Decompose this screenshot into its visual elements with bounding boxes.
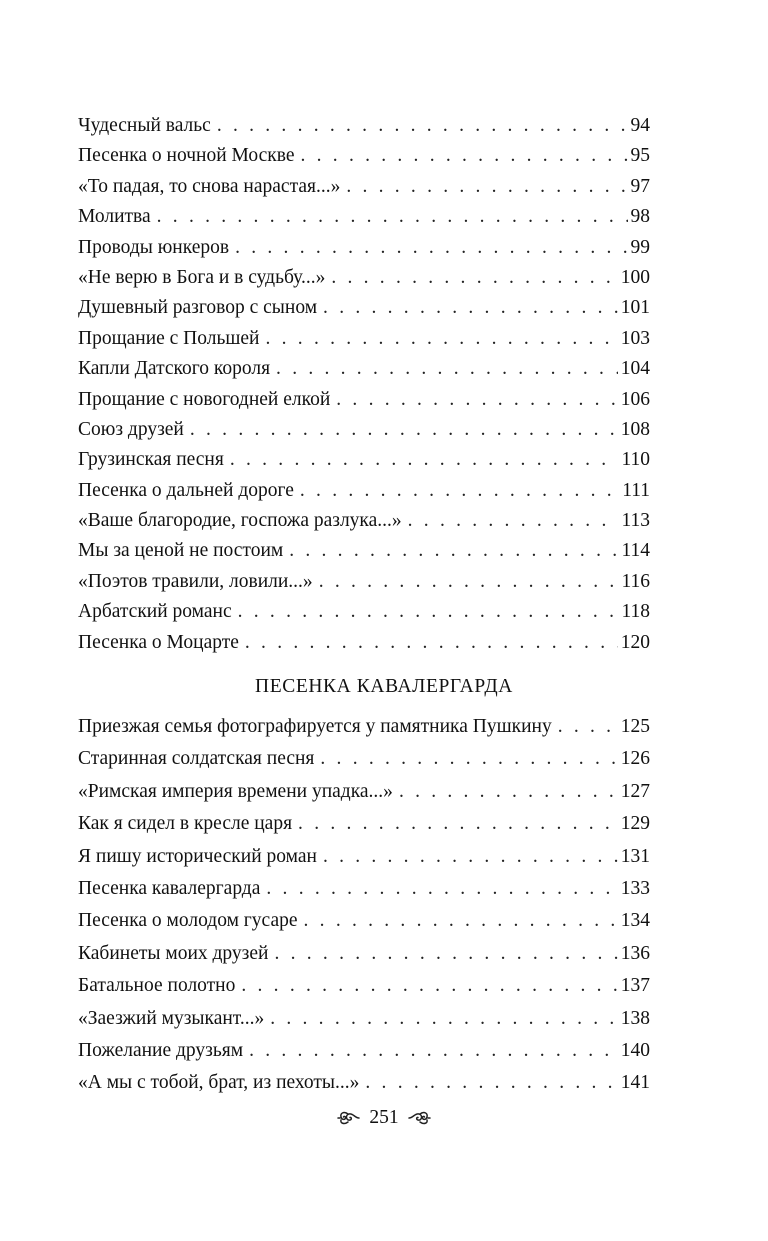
dot-leader xyxy=(300,476,619,506)
toc-entry-page: 141 xyxy=(620,1072,650,1094)
dot-leader xyxy=(298,808,618,840)
toc-entry xyxy=(78,141,650,171)
toc-entry xyxy=(78,970,650,1002)
toc-entry-title: Песенка о дальней дороге xyxy=(78,479,294,501)
dot-leader xyxy=(336,385,617,415)
flourish-left-icon xyxy=(337,1109,361,1127)
toc-entry-title: Как я сидел в кресле царя xyxy=(78,813,293,835)
toc-entry-page: 136 xyxy=(620,942,650,964)
toc-entry xyxy=(78,202,650,232)
dot-leader xyxy=(241,970,617,1002)
toc-entry-title: Молитва xyxy=(78,206,151,228)
toc-entry xyxy=(78,905,650,937)
dot-leader xyxy=(399,776,618,808)
toc-entry-page: 108 xyxy=(620,418,650,440)
toc-entry-page: 116 xyxy=(621,570,650,592)
toc-entry-title: Чудесный вальс xyxy=(78,115,211,136)
toc-entry xyxy=(78,536,650,566)
dot-leader xyxy=(301,141,628,171)
toc-entry-title: Я пишу исторический роман xyxy=(78,845,317,867)
toc-entry-title: Песенка о молодом гусаре xyxy=(78,910,298,932)
dot-leader xyxy=(235,233,627,263)
dot-leader xyxy=(249,1035,618,1067)
toc-entry-title: Приезжая семья фотографируется у памятника Пушкину xyxy=(78,716,552,737)
toc-entry-title: «Заезжий музыкант...» xyxy=(78,1007,265,1029)
dot-leader xyxy=(289,536,618,566)
toc-entry-title: «Римская империя времени упадка...» xyxy=(78,780,393,802)
toc-entry-page: 103 xyxy=(620,327,650,349)
toc-entry-title: «То падая, то снова нарастая...» xyxy=(78,175,341,197)
toc-entry-page: 94 xyxy=(630,115,650,136)
toc-entry-page: 113 xyxy=(621,510,650,532)
toc-entry xyxy=(78,445,650,475)
toc-entry xyxy=(78,354,650,384)
dot-leader xyxy=(320,743,617,775)
dot-leader xyxy=(276,354,618,384)
toc-entry xyxy=(78,1035,650,1067)
table-of-contents-part-1 xyxy=(78,111,650,658)
dot-leader xyxy=(245,628,618,658)
toc-entry-page: 120 xyxy=(620,631,650,653)
toc-entry-page: 133 xyxy=(620,877,650,899)
toc-entry-page: 114 xyxy=(621,540,650,562)
dot-leader xyxy=(319,567,619,597)
toc-entry-title: Арбатский романс xyxy=(78,601,232,623)
toc-entry-title: Кабинеты моих друзей xyxy=(78,942,269,964)
toc-entry-page: 137 xyxy=(620,975,650,997)
toc-entry-title: Проводы юнкеров xyxy=(78,236,230,258)
toc-entry-page: 140 xyxy=(620,1039,650,1061)
flourish-right-icon xyxy=(407,1109,431,1127)
toc-entry-title: Песенка о Моцарте xyxy=(78,631,239,653)
toc-entry-page: 98 xyxy=(630,206,650,228)
toc-entry-page: 111 xyxy=(622,479,650,501)
toc-entry xyxy=(78,808,650,840)
dot-leader xyxy=(274,938,617,970)
toc-entry-title: «Поэтов травили, ловили...» xyxy=(78,570,313,592)
dot-leader xyxy=(323,841,618,873)
toc-entry-title: «А мы с тобой, брат, из пехоты...» xyxy=(78,1072,360,1094)
dot-leader xyxy=(558,711,618,743)
toc-entry-page: 126 xyxy=(620,748,650,770)
toc-entry-title: Прощание с Польшей xyxy=(78,327,260,349)
toc-entry xyxy=(78,324,650,354)
dot-leader xyxy=(217,111,628,141)
toc-entry-page: 101 xyxy=(620,297,650,319)
dot-leader xyxy=(304,905,618,937)
dot-leader xyxy=(408,506,619,536)
toc-entry xyxy=(78,567,650,597)
dot-leader xyxy=(266,873,617,905)
toc-entry-page: 138 xyxy=(620,1007,650,1029)
dot-leader xyxy=(230,445,619,475)
dot-leader xyxy=(346,172,627,202)
toc-entry-title: Душевный разговор с сыном xyxy=(78,297,318,319)
toc-entry-page: 104 xyxy=(620,358,650,380)
toc-entry xyxy=(78,1067,650,1099)
toc-entry-title: Капли Датского короля xyxy=(78,358,271,380)
toc-entry-page: 110 xyxy=(621,449,650,471)
toc-entry-title: Союз друзей xyxy=(78,418,184,440)
dot-leader xyxy=(365,1067,617,1099)
toc-entry-page: 95 xyxy=(630,145,650,167)
toc-entry-title: «Не верю в Бога и в судьбу...» xyxy=(78,266,326,288)
toc-entry-page: 129 xyxy=(620,813,650,835)
toc-entry-page: 99 xyxy=(630,236,650,258)
toc-entry-title: Батальное полотно xyxy=(78,975,236,997)
toc-entry xyxy=(78,415,650,445)
dot-leader xyxy=(157,202,628,232)
toc-entry-title: Старинная солдатская песня xyxy=(78,748,315,770)
toc-entry xyxy=(78,111,650,141)
toc-entry xyxy=(78,506,650,536)
toc-entry xyxy=(78,938,650,970)
toc-entry-page: 131 xyxy=(620,845,650,867)
toc-entry xyxy=(78,1003,650,1035)
toc-entry xyxy=(78,385,650,415)
page-number: 251 xyxy=(369,1107,399,1128)
toc-entry xyxy=(78,873,650,905)
toc-entry xyxy=(78,233,650,263)
toc-entry-page: 127 xyxy=(620,780,650,802)
toc-entry xyxy=(78,841,650,873)
dot-leader xyxy=(331,263,617,293)
toc-entry-title: Прощание с новогодней елкой xyxy=(78,388,331,410)
toc-entry-title: Песенка кавалергарда xyxy=(78,877,261,899)
toc-entry xyxy=(78,776,650,808)
section-heading: ПЕСЕНКА КАВАЛЕРГАРДА xyxy=(255,676,513,697)
toc-entry xyxy=(78,263,650,293)
toc-entry-title: Грузинская песня xyxy=(78,449,224,471)
toc-entry-page: 118 xyxy=(621,601,650,623)
toc-entry xyxy=(78,743,650,775)
toc-entry-page: 125 xyxy=(620,716,650,737)
dot-leader xyxy=(190,415,618,445)
toc-entry xyxy=(78,711,650,743)
dot-leader xyxy=(266,324,618,354)
table-of-contents-part-2 xyxy=(78,711,650,1100)
toc-entry-page: 134 xyxy=(620,910,650,932)
toc-entry-title: Песенка о ночной Москве xyxy=(78,145,295,167)
toc-entry xyxy=(78,293,650,323)
toc-entry xyxy=(78,172,650,202)
dot-leader xyxy=(323,293,618,323)
toc-entry-page: 97 xyxy=(630,175,650,197)
toc-entry-title: Мы за ценой не постоим xyxy=(78,540,284,562)
toc-entry xyxy=(78,597,650,627)
toc-entry-title: «Ваше благородие, госпожа разлука...» xyxy=(78,510,402,532)
toc-entry-page: 100 xyxy=(620,266,650,288)
page-footer xyxy=(0,1107,768,1129)
toc-entry xyxy=(78,628,650,658)
dot-leader xyxy=(270,1003,618,1035)
toc-entry-page: 106 xyxy=(620,388,650,410)
dot-leader xyxy=(238,597,619,627)
toc-entry-title: Пожелание друзьям xyxy=(78,1039,244,1061)
toc-entry xyxy=(78,476,650,506)
